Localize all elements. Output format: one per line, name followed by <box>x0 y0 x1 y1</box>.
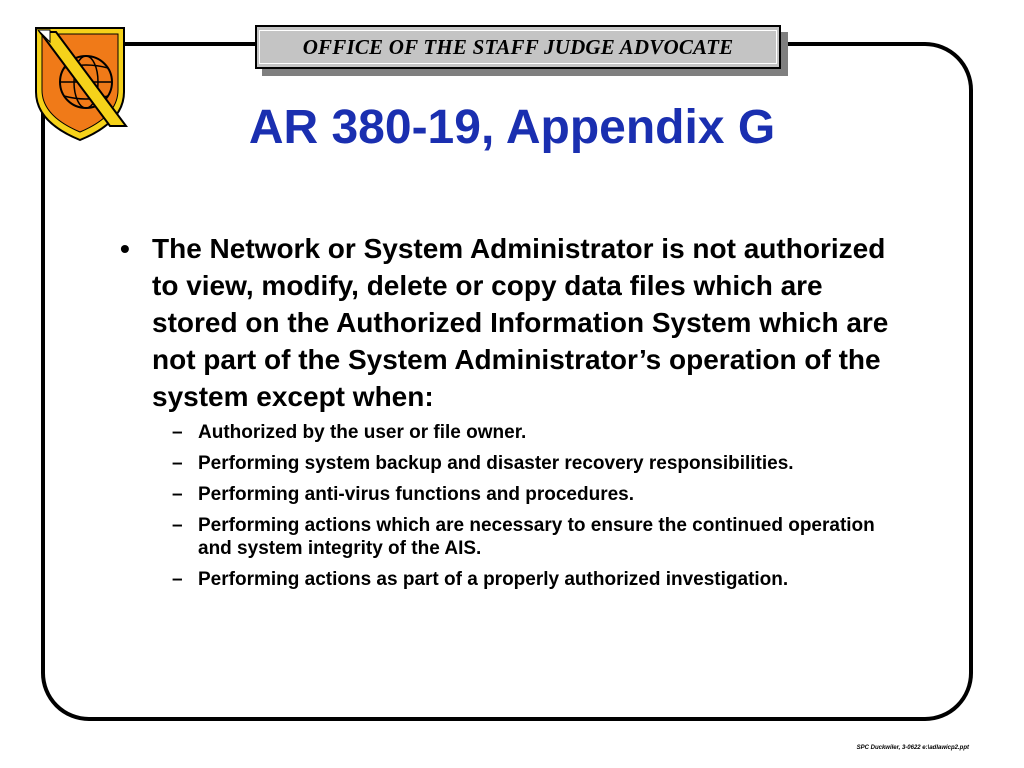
main-bullet-text: The Network or System Administrator is not authorized to view, modify, delete or copy data files which are stored on the Authorized Information System which are not part of the System Administrator’s operation of the system except when: <box>152 233 889 412</box>
sub-bullet <box>172 514 906 560</box>
sub-bullet <box>172 421 906 444</box>
slide-title: AR 380-19, Appendix G <box>248 101 776 154</box>
header-inner <box>259 30 777 64</box>
slide-content <box>116 230 906 599</box>
sub-bullet-text: Authorized by the user or file owner. <box>198 422 527 443</box>
sub-bullet <box>172 568 906 591</box>
sub-bullet-text: Performing actions as part of a properly authorized investigation. <box>198 569 789 590</box>
sub-bullet <box>172 483 906 506</box>
dash-mark: – <box>172 453 183 474</box>
header-banner <box>255 25 781 69</box>
sub-bullet-text: Performing actions which are necessary to ensure the continued operation and system integrity of the AIS. <box>198 515 875 559</box>
bullet-mark: • <box>120 233 130 264</box>
dash-mark: – <box>172 484 183 505</box>
dash-mark: – <box>172 515 183 536</box>
dash-mark: – <box>172 569 183 590</box>
sub-bullet-text: Performing system backup and disaster recovery responsibilities. <box>198 453 794 474</box>
sub-bullet-text: Performing anti-virus functions and procedures. <box>198 484 635 505</box>
header-label: OFFICE OF THE STAFF JUDGE ADVOCATE <box>302 34 734 59</box>
footer-note: SPC Duckwiler, 3-0622 e:\adlawicp2.ppt <box>856 745 969 751</box>
sub-bullet <box>172 452 906 475</box>
main-bullet <box>116 230 906 415</box>
dash-mark: – <box>172 422 183 443</box>
sub-bullet-list <box>116 421 906 591</box>
